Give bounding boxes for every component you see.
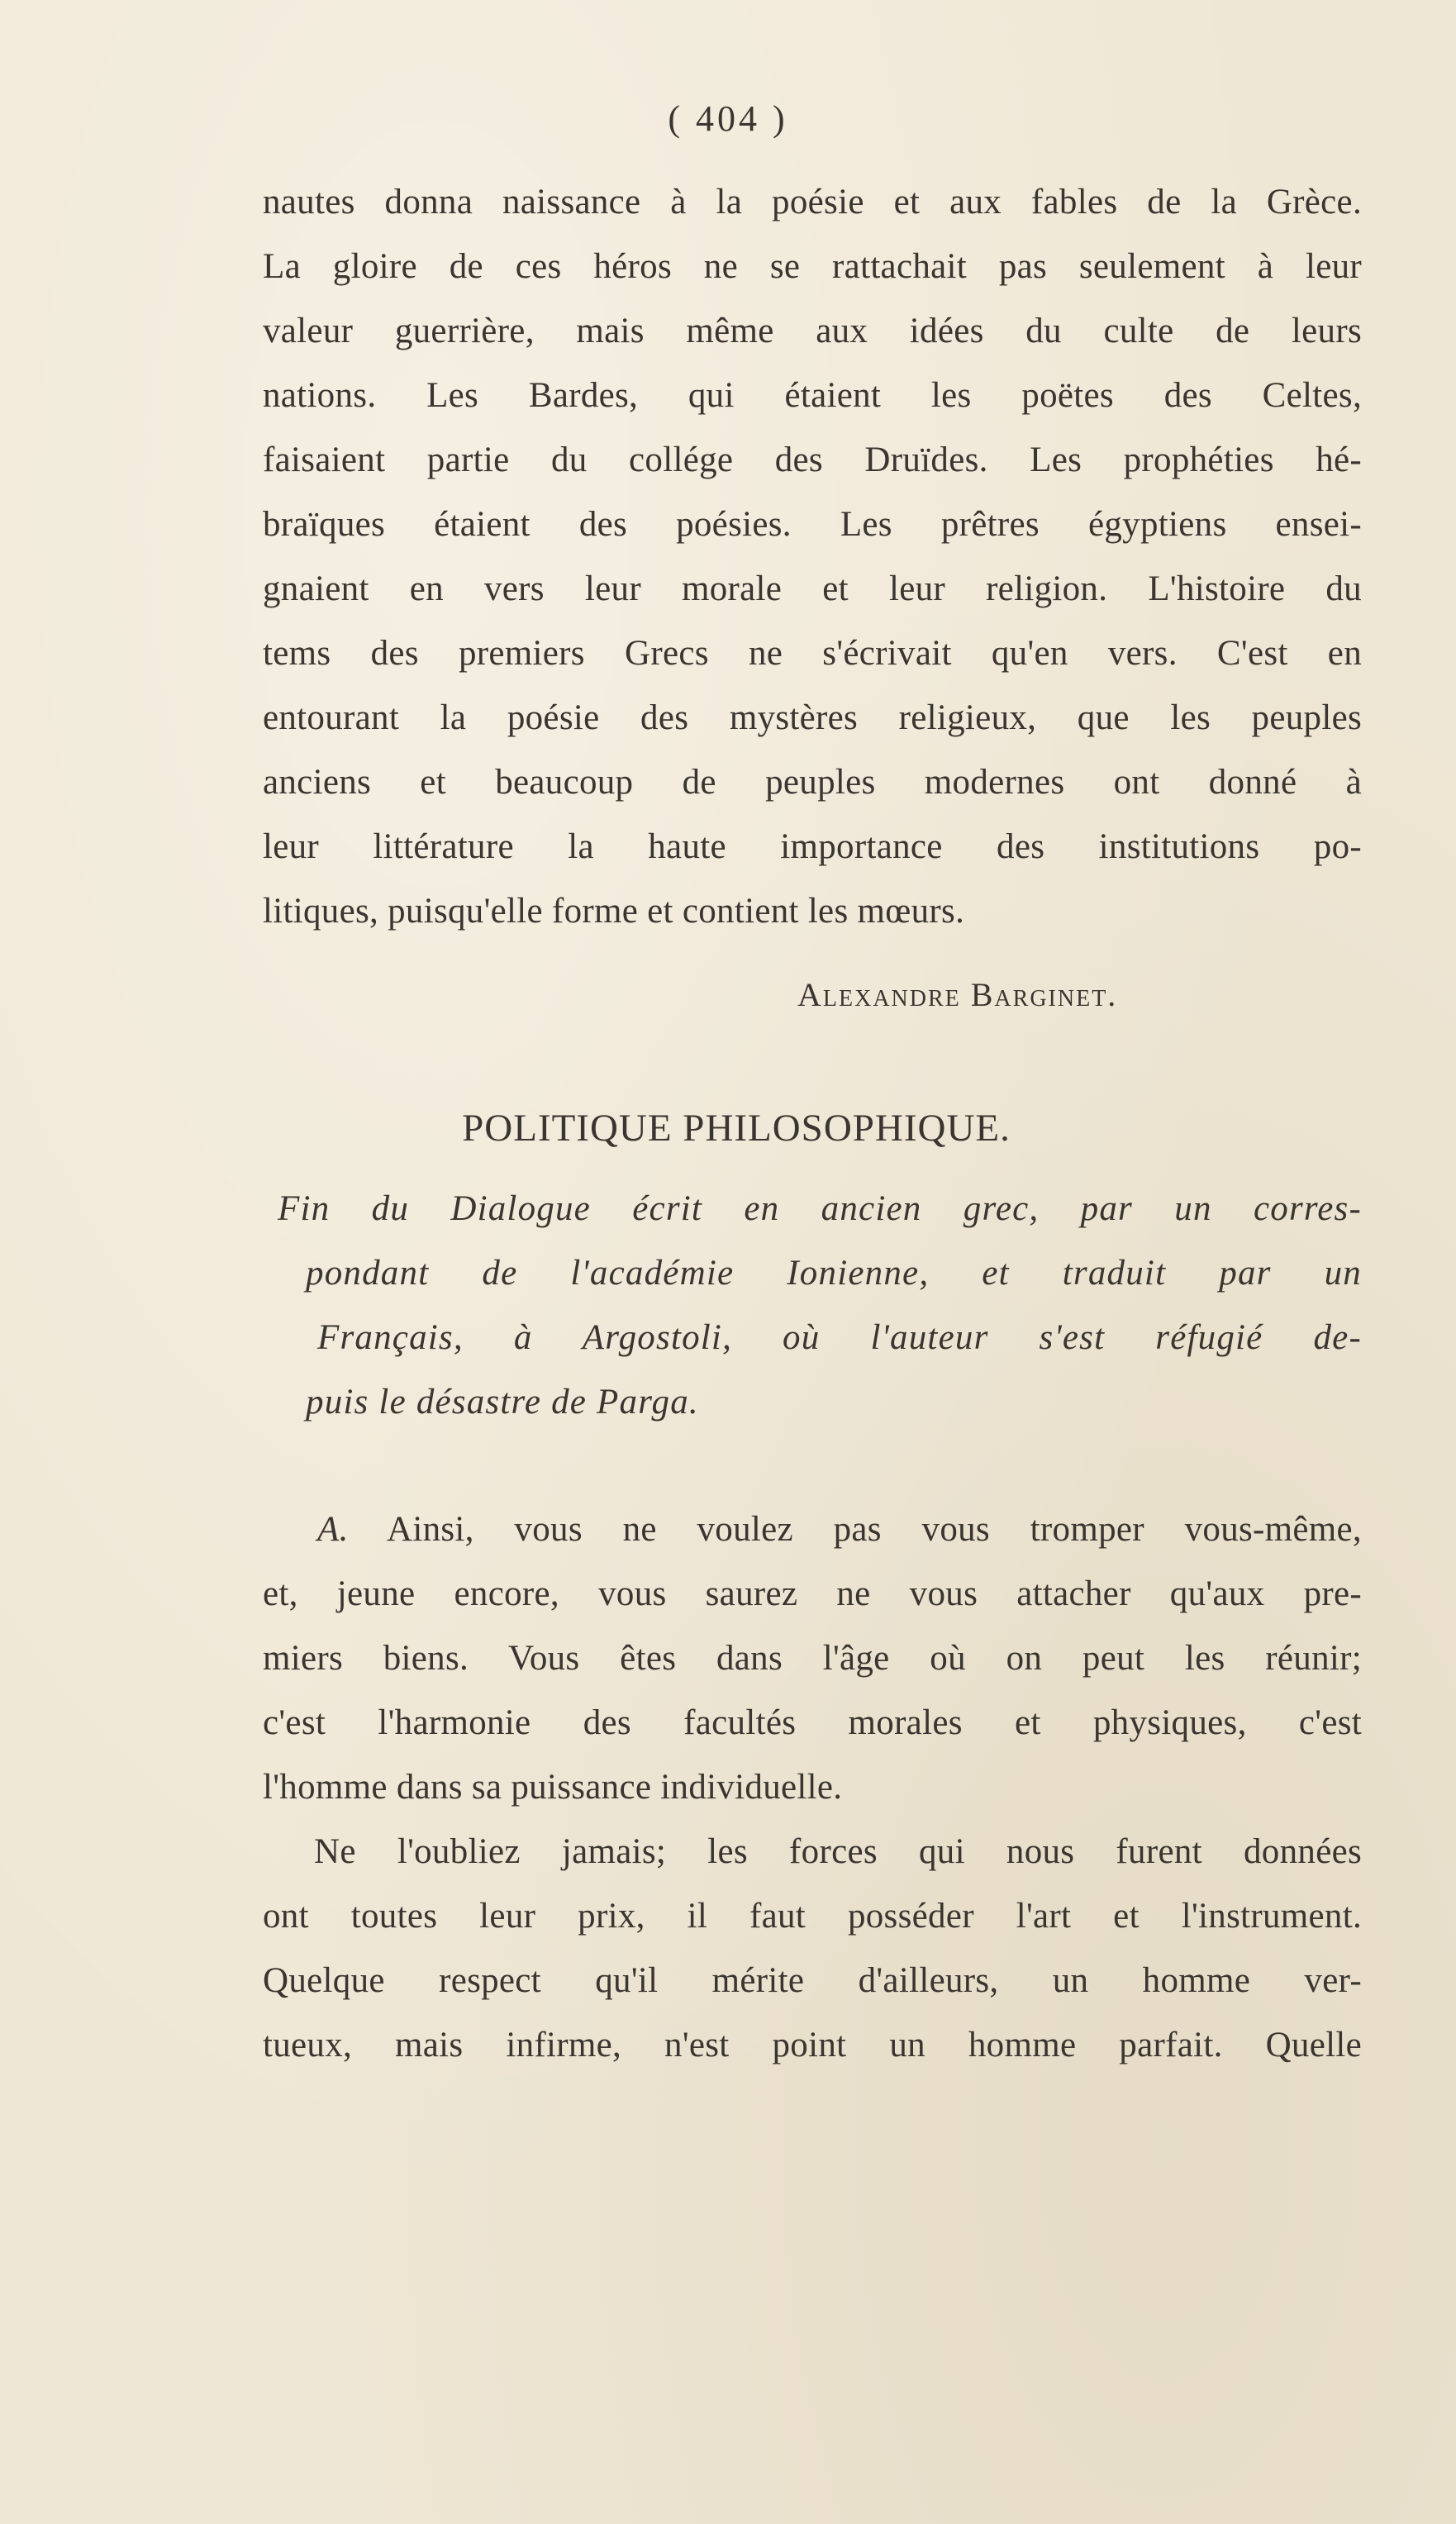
text-line: valeur guerrière, mais même aux idées du culte de leurs	[263, 312, 1362, 350]
text-line: tems des premiers Grecs ne s'écrivait qu'en vers. C'est en	[263, 634, 1362, 673]
text-line	[263, 1498, 1362, 1562]
page-number: ( 404 )	[668, 98, 788, 139]
text-line: La gloire de ces héros ne se rattachait pas seulement à leur	[263, 247, 1362, 286]
intro-line: puis le désastre de Parga.	[306, 1383, 699, 1422]
text-line-content: Ainsi, vous ne voulez pas vous tromper vous-même,	[386, 1510, 1362, 1549]
author-signature: Alexandre Barginet.	[797, 976, 1118, 1013]
text-line: tueux, mais infirme, n'est point un homme parfait. Quelle	[263, 2026, 1362, 2064]
text-line: miers biens. Vous êtes dans l'âge où on peut les réunir;	[263, 1639, 1362, 1678]
text-line: anciens et beaucoup de peuples modernes ont donné à	[263, 763, 1362, 802]
text-line: gnaient en vers leur morale et leur religion. L'histoire du	[263, 569, 1362, 608]
text-line: ont toutes leur prix, il faut posséder l'art et l'instrument.	[263, 1897, 1362, 1936]
intro-line: pondant de l'académie Ionienne, et traduit par un	[306, 1254, 1362, 1293]
text-line: faisaient partie du collége des Druïdes. Les prophéties hé-	[263, 441, 1362, 479]
paragraph-1	[263, 170, 1362, 944]
text-line: nautes donna naissance à la poésie et aux fables de la Grèce.	[263, 183, 1362, 221]
text-line: et, jeune encore, vous saurez ne vous attacher qu'aux pre-	[263, 1574, 1362, 1613]
speaker-label: A.	[317, 1510, 349, 1549]
section-heading: POLITIQUE PHILOSOPHIQUE.	[462, 1107, 1011, 1150]
intro-line: Français, à Argostoli, où l'auteur s'est réfugié de-	[317, 1318, 1362, 1357]
dialogue-body	[263, 1498, 1362, 2078]
text-line: entourant la poésie des mystères religieux, que les peuples	[263, 698, 1362, 737]
text-line: nations. Les Bardes, qui étaient les poëtes des Celtes,	[263, 376, 1362, 415]
text-line: c'est l'harmonie des facultés morales et physiques, c'est	[263, 1703, 1362, 1742]
text-line: Ne l'oubliez jamais; les forces qui nous furent données	[314, 1832, 1362, 1871]
text-line: braïques étaient des poésies. Les prêtres égyptiens ensei-	[263, 505, 1362, 544]
text-line: litiques, puisqu'elle forme et contient les mœurs.	[263, 892, 965, 931]
dialogue-intro	[278, 1177, 1362, 1435]
text-line: Quelque respect qu'il mérite d'ailleurs, un homme ver-	[263, 1961, 1362, 2000]
text-line: leur littérature la haute importance des institutions po-	[263, 827, 1362, 866]
text-line: l'homme dans sa puissance individuelle.	[263, 1768, 843, 1807]
intro-line: Fin du Dialogue écrit en ancien grec, par un corres-	[278, 1189, 1362, 1228]
